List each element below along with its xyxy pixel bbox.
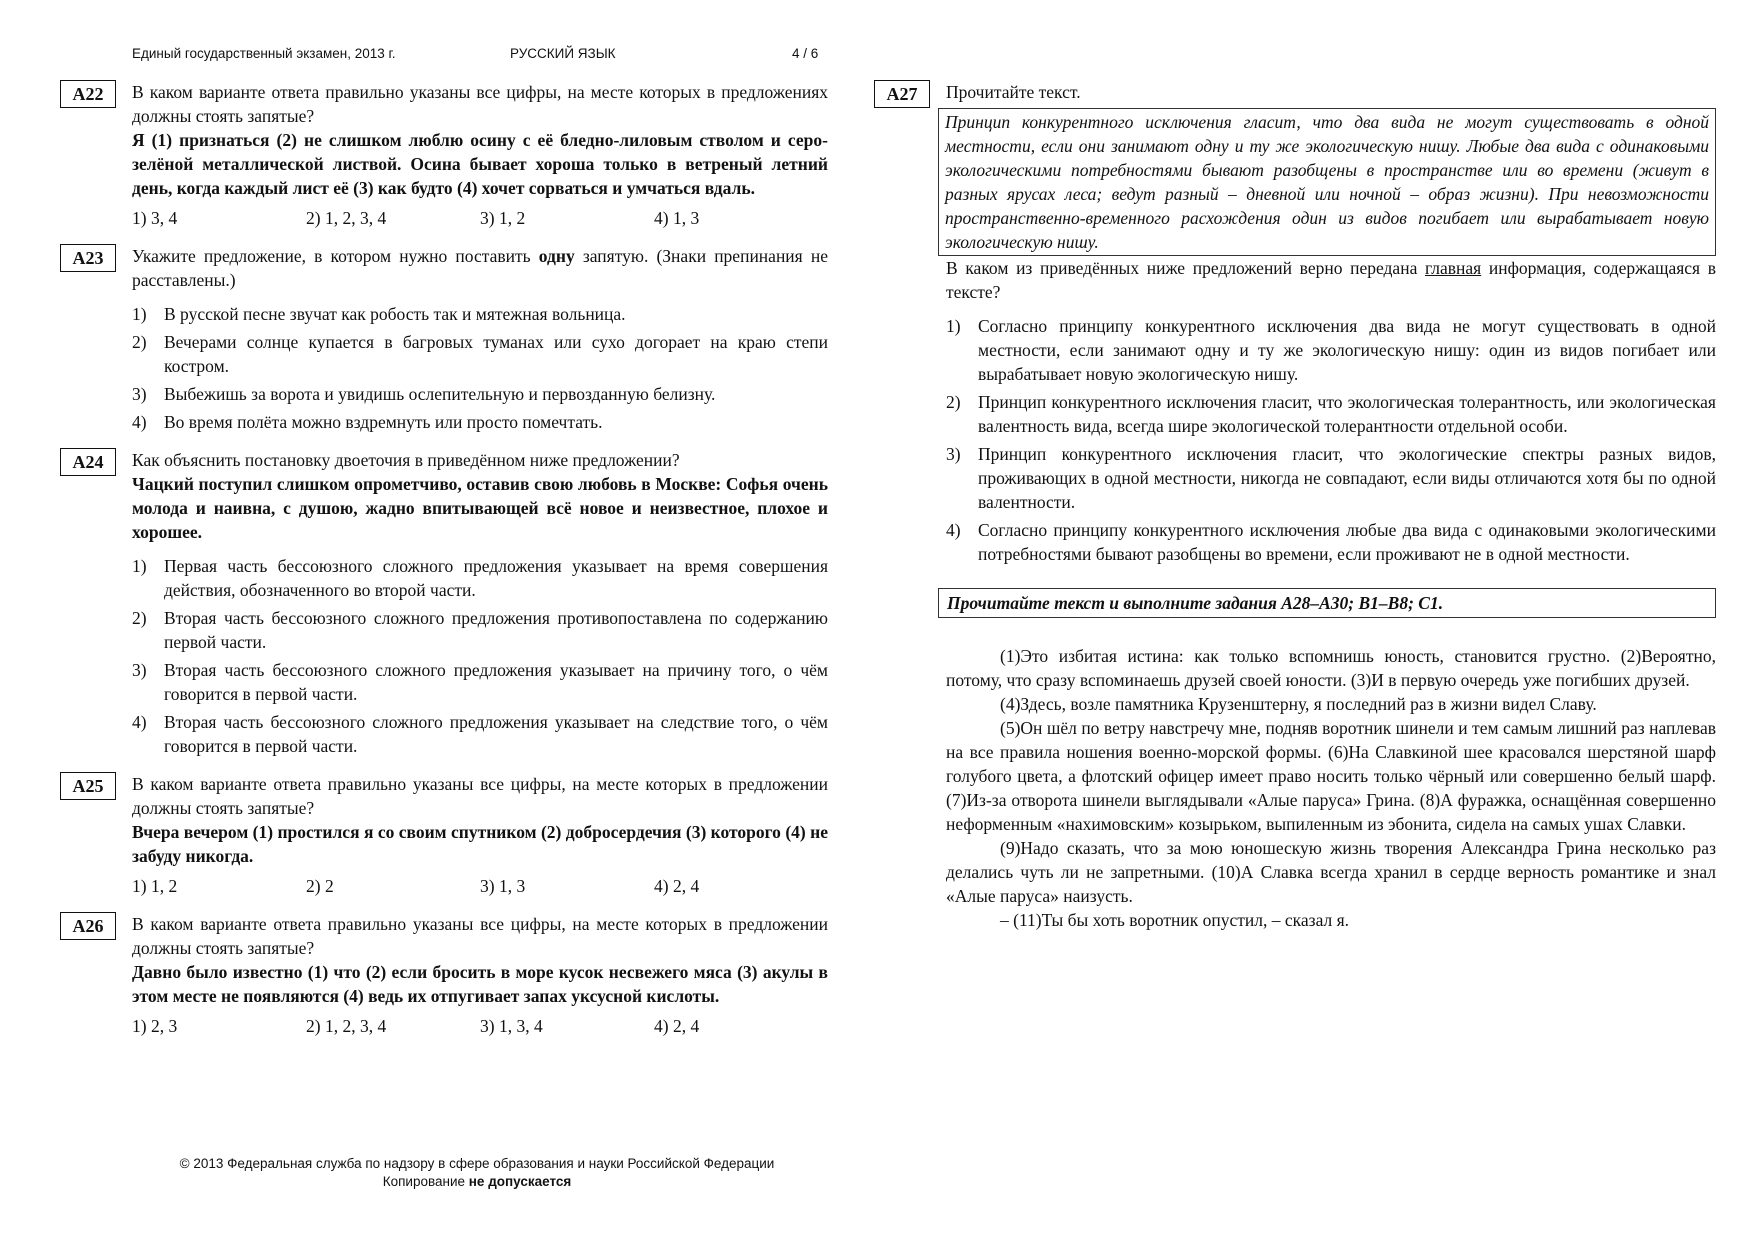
answer-option[interactable]: 2) 1, 2, 3, 4 xyxy=(306,208,387,228)
answer-item[interactable]: 2) Вечерами солнце купается в багровых туманах или сухо догорает на краю степи костром. xyxy=(132,332,828,376)
footer-copy-notice: Копирование не допускается xyxy=(382,1174,572,1189)
answer-item[interactable]: 3) Выбежишь за ворота и увидишь ослепительную и первозданную белизну. xyxy=(132,384,716,404)
right-column xyxy=(886,80,1716,932)
answer-list xyxy=(132,554,828,758)
answer-option[interactable]: 3) 1, 3, 4 xyxy=(480,1016,543,1036)
answer-item[interactable]: 2) Вторая часть бессоюзного сложного предложения противопоставлена по содержанию первой части. xyxy=(132,608,828,652)
answer-option[interactable]: 4) 1, 3 xyxy=(654,208,700,228)
task-number: A23 xyxy=(60,244,116,272)
answer-option[interactable]: 1) 3, 4 xyxy=(132,208,178,228)
answer-options xyxy=(132,1014,828,1038)
task-number: A22 xyxy=(60,80,116,108)
answer-option[interactable]: 2) 2 xyxy=(306,876,334,896)
task-text: Я (1) признаться (2) не слишком люблю осину с её бледно-лиловым стволом и серо-зелёной металлической листвой. Осина бывает хороша только в ветреный летний день, когда каждый лист её (3) как будто (4) хочет сорваться и умчаться вдаль. xyxy=(132,130,828,198)
text-paragraph: (4)Здесь, возле памятника Крузенштерну, я последний раз в жизни видел Славу. xyxy=(1000,694,1597,714)
answer-item[interactable]: 2) Принцип конкурентного исключения гласит, что экологическая толерантность, или экологическая валентность вида, всегда шире экологической толерантности отдельной особи. xyxy=(946,392,1716,436)
header-exam: Единый государственный экзамен, 2013 г. xyxy=(132,46,396,61)
text-paragraph: (9)Надо сказать, что за мою юношескую жизнь творения Александра Грина несколько раз делались чуть ли не запретными. (10)А Славка всегда хранил в сердце верность романтике и знал «Алые паруса» наизусть. xyxy=(946,838,1716,906)
answer-option[interactable]: 1) 1, 2 xyxy=(132,876,178,896)
task-a27 xyxy=(874,80,1716,566)
answer-options xyxy=(132,206,828,230)
header-subject: РУССКИЙ ЯЗЫК xyxy=(510,46,616,61)
text-paragraph: – (11)Ты бы хоть воротник опустил, – сказал я. xyxy=(1000,910,1350,930)
answer-item[interactable]: 1) Согласно принципу конкурентного исключения два вида не могут существовать в одной местности, если занимают одну и ту же экологическую нишу: один из видов погибает или вырабатывает новую экологическую нишу. xyxy=(946,316,1716,384)
answer-options xyxy=(132,874,828,898)
answer-item[interactable]: 1) В русской песне звучат как робость так и мятежная вольница. xyxy=(132,304,626,324)
header-page-number: 4 / 6 xyxy=(792,46,819,61)
answer-item[interactable]: 4) Вторая часть бессоюзного сложного предложения указывает на следствие того, о чём говорится в первой части. xyxy=(132,712,828,756)
task-text: Давно было известно (1) что (2) если бросить в море кусок несвежего мяса (3) акулы в этом месте не появляются (4) ведь их отпугивает запах уксусной кислоты. xyxy=(132,962,828,1006)
text-paragraph: (1)Это избитая истина: как только вспомнишь юность, становится грустно. (2)Вероятно, потому, что сразу вспоминаешь друзей своей юности. (3)И в первую очередь уже погибших друзей. xyxy=(946,646,1716,690)
task-question: В каком варианте ответа правильно указаны все цифры, на месте которых в предложениях должны стоять запятые? xyxy=(132,82,828,126)
task-text: Чацкий поступил слишком опрометчиво, оставив свою любовь в Москве: Софья очень молода и наивна, с душою, жадно впитывающей всё новое и неизвестное, плохое и хорошее. xyxy=(132,474,828,542)
answer-list xyxy=(132,302,828,434)
answer-item[interactable]: 4) Во время полёта можно вздремнуть или просто помечтать. xyxy=(132,412,603,432)
task-a22 xyxy=(60,80,828,230)
task-number: A26 xyxy=(60,912,116,940)
answer-item[interactable]: 4) Согласно принципу конкурентного исключения любые два вида с одинаковыми экологическими потребностями бывают разобщены во времени, если проживают не в одной местности. xyxy=(946,520,1716,564)
reading-instruction: Прочитайте текст и выполните задания A28–A30; B1–B8; C1. xyxy=(938,588,1716,618)
task-a26 xyxy=(60,912,828,1038)
task-question: Как объяснить постановку двоеточия в приведённом ниже предложении? xyxy=(132,450,680,470)
task-question: В каком варианте ответа правильно указаны все цифры, на месте которых в предложении должны стоять запятые? xyxy=(132,774,828,818)
answer-item[interactable]: 3) Вторая часть бессоюзного сложного предложения указывает на причину того, о чём говорится в первой части. xyxy=(132,660,828,704)
task-number: A27 xyxy=(874,80,930,108)
answer-option[interactable]: 1) 2, 3 xyxy=(132,1016,178,1036)
answer-option[interactable]: 3) 1, 3 xyxy=(480,876,526,896)
task-question: В каком варианте ответа правильно указаны все цифры, на месте которых в предложении должны стоять запятые? xyxy=(132,914,828,958)
task-number: A25 xyxy=(60,772,116,800)
text-paragraph: (5)Он шёл по ветру навстречу мне, подняв воротник шинели и тем самым лишний раз наплевав на все правила ношения военно-морской формы. (6)На Славкиной шее красовался шерстяной шарф голубого цвета, а флотский офицер имеет право носить только чёрный или совершенно белый шарф. (7)Из-за отворота шинели выглядывали «Алые паруса» Грина. (8)А фуражка, оснащённая совершенно неформенным «нахимовским» козырьком, выпиленным из эбонита, сидела на самых ушах Славки. xyxy=(946,718,1716,834)
answer-option[interactable]: 4) 2, 4 xyxy=(654,1016,700,1036)
task-text: Вчера вечером (1) простился я со своим спутником (2) добросердечия (3) которого (4) не забуду никогда. xyxy=(132,822,828,866)
footer-copyright: © 2013 Федеральная служба по надзору в сфере образования и науки Российской Федерации xyxy=(179,1156,775,1171)
boxed-text: Принцип конкурентного исключения гласит, что два вида не могут существовать в одной местности, если они занимают одну и ту же экологическую нишу. Любые два вида с одинаковыми экологическими потребностями бывают разобщены в пространстве или во времени (живут в разных ярусах леса; ведут разный – дневной или ночной – образ жизни). При невозможности пространственно-временного расхождения один из видов погибает или вырабатывает новую экологическую нишу. xyxy=(938,108,1716,256)
task-a24 xyxy=(60,448,828,758)
reading-text xyxy=(946,644,1716,932)
task-a25 xyxy=(60,772,828,898)
left-column xyxy=(60,80,828,1038)
answer-option[interactable]: 3) 1, 2 xyxy=(480,208,526,228)
answer-item[interactable]: 1) Первая часть бессоюзного сложного предложения указывает на время совершения действия, обозначенного во второй части. xyxy=(132,556,828,600)
footer xyxy=(148,1155,806,1191)
task-number: A24 xyxy=(60,448,116,476)
task-a23 xyxy=(60,244,828,434)
answer-list xyxy=(946,314,1716,566)
answer-option[interactable]: 2) 1, 2, 3, 4 xyxy=(306,1016,387,1036)
answer-option[interactable]: 4) 2, 4 xyxy=(654,876,700,896)
task-question: В каком из приведённых ниже предложений верно передана главная информация, содержащаяся в тексте? xyxy=(946,258,1716,302)
task-question: Укажите предложение, в котором нужно поставить одну запятую. (Знаки препинания не расставлены.) xyxy=(132,246,828,290)
answer-item[interactable]: 3) Принцип конкурентного исключения гласит, что экологические спектры разных видов, проживающих в одной местности, никогда не совпадают, если виды отличаются хотя бы по одной валентности. xyxy=(946,444,1716,512)
task-intro: Прочитайте текст. xyxy=(946,82,1081,102)
